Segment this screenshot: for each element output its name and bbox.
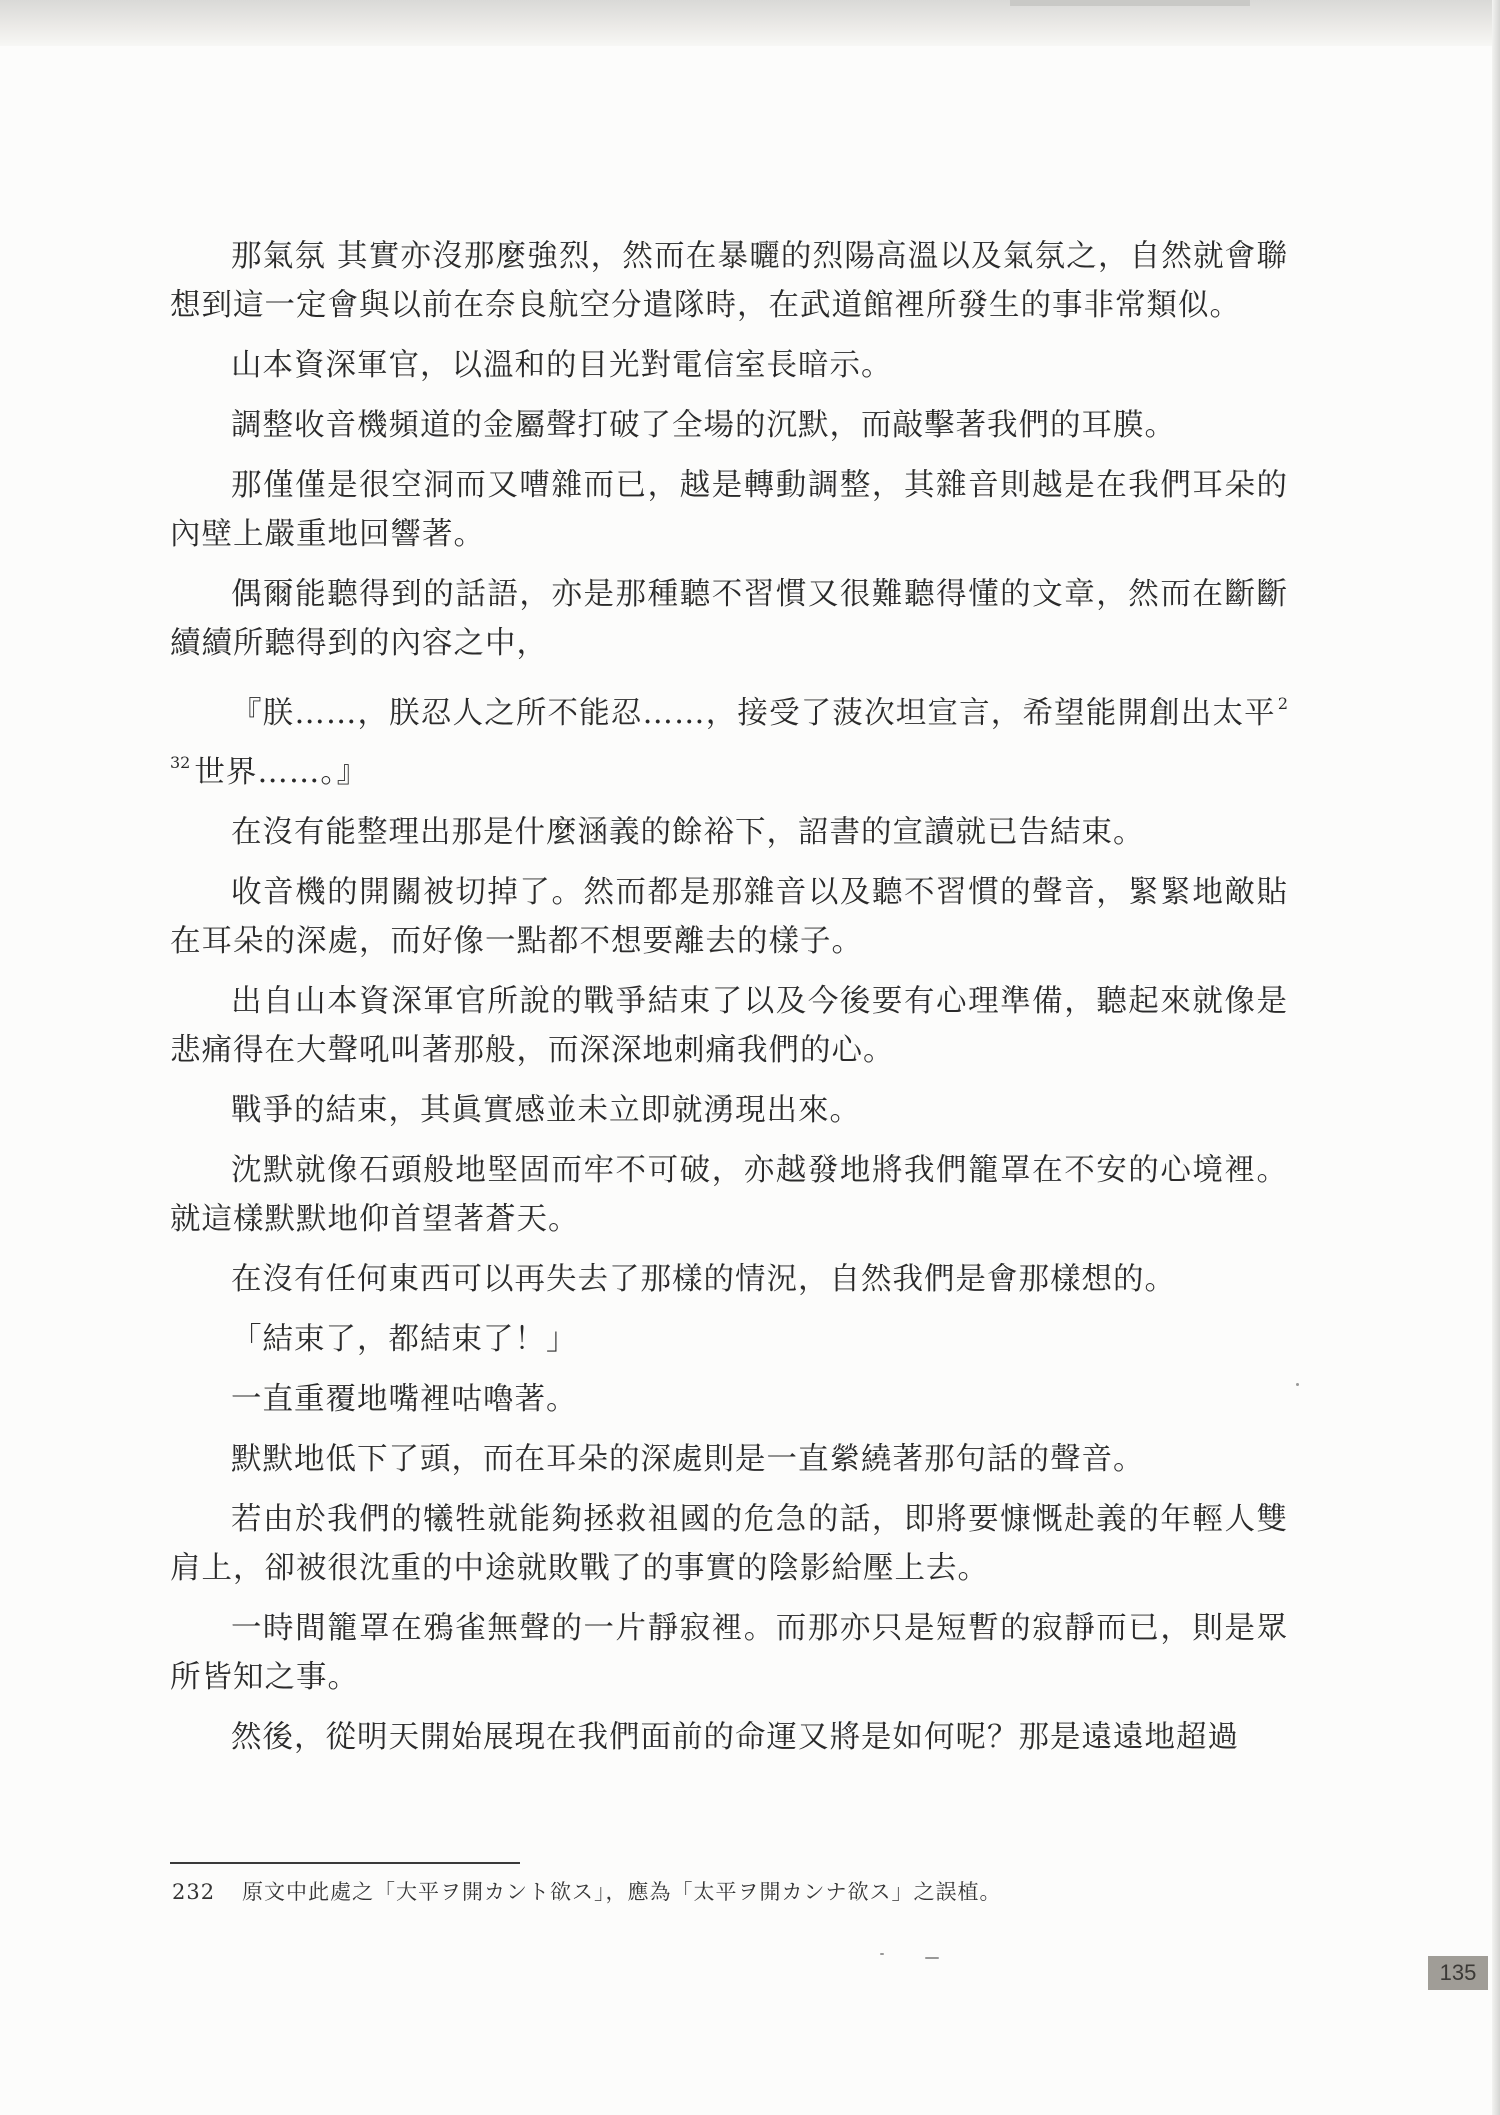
header-mark xyxy=(1010,0,1250,6)
footnote-ref: 232 xyxy=(170,694,1288,772)
paragraph: 山本資深軍官，以溫和的目光對電信室長暗示。 xyxy=(231,348,893,383)
scan-speck xyxy=(1296,1383,1299,1386)
quote-text: 世界……。』 xyxy=(194,755,369,790)
paragraph: 偶爾能聽得到的話語，亦是那種聽不習慣又很難聽得懂的文章，然而在斷斷續續所聽得到的內容之中， xyxy=(170,577,1288,661)
paragraph: 收音機的開關被切掉了。然而都是那雜音以及聽不習慣的聲音，緊緊地敵貼在耳朵的深處，而好像一點都不想要離去的樣子。 xyxy=(170,875,1288,959)
quote-text: 『朕……，朕忍人之所不能忍……，接受了菠次坦宣言，希望能開創出太平 xyxy=(231,696,1276,731)
paragraph: 然後，從明天開始展現在我們面前的命運又將是如何呢？那是遠遠地超過 xyxy=(231,1720,1239,1755)
paragraph: 那氣氛 其實亦沒那麼強烈，然而在暴曬的烈陽高溫以及氣氛之，自然就會聯想到這一定會與以前在奈良航空分遣隊時，在武道館裡所發生的事非常類似。 xyxy=(170,239,1288,323)
scan-speck xyxy=(880,1953,884,1955)
paragraph: 出自山本資深軍官所說的戰爭結束了以及今後要有心理準備，聽起來就像是悲痛得在大聲吼叫著那般，而深深地刺痛我們的心。 xyxy=(170,984,1288,1068)
paragraph: 一時間籠罩在鴉雀無聲的一片靜寂裡。而那亦只是短暫的寂靜而已，則是眾所皆知之事。 xyxy=(170,1611,1288,1695)
footnote-divider xyxy=(170,1862,520,1864)
paragraph: 一直重覆地嘴裡咕嚕著。 xyxy=(231,1382,578,1417)
paragraph: 那僅僅是很空洞而又嘈雜而已，越是轉動調整，其雜音則越是在我們耳朵的內壁上嚴重地回響著。 xyxy=(170,468,1288,552)
paragraph: 在沒有能整理出那是什麼涵義的餘裕下，詔書的宣讀就已告結束。 xyxy=(231,815,1145,850)
footnote-number: 232 xyxy=(172,1880,216,1904)
scan-speck xyxy=(925,1957,939,1959)
paragraph: 默默地低下了頭，而在耳朵的深處則是一直縈繞著那句話的聲音。 xyxy=(231,1442,1145,1477)
paragraph: 戰爭的結束，其眞實感並未立即就湧現出來。 xyxy=(231,1093,861,1128)
scan-right-edge xyxy=(1492,0,1500,2115)
paragraph: 若由於我們的犧牲就能夠拯救祖國的危急的話，即將要慷慨赴義的年輕人雙肩上，卻被很沈重的中途就敗戰了的事實的陰影給壓上去。 xyxy=(170,1502,1288,1586)
dialogue-line: 「結束了，都結束了！」 xyxy=(231,1322,578,1357)
page-number: 135 xyxy=(1428,1956,1488,1990)
paragraph: 沈默就像石頭般地堅固而牢不可破，亦越發地將我們籠罩在不安的心境裡。就這樣默默地仰首望著蒼天。 xyxy=(170,1153,1288,1237)
body-text xyxy=(170,232,1288,1773)
paragraph: 調整收音機頻道的金屬聲打破了全場的沉默，而敲擊著我們的耳膜。 xyxy=(231,408,1176,443)
footnote xyxy=(172,1874,1292,1910)
edict-quote xyxy=(170,679,1288,797)
scan-top-shadow xyxy=(0,0,1500,46)
paragraph: 在沒有任何東西可以再失去了那樣的情況，自然我們是會那樣想的。 xyxy=(231,1262,1176,1297)
footnote-text: 原文中此處之「大平ヲ開カント欲ス」，應為「太平ヲ開カンナ欲ス」之誤植。 xyxy=(242,1880,1002,1904)
